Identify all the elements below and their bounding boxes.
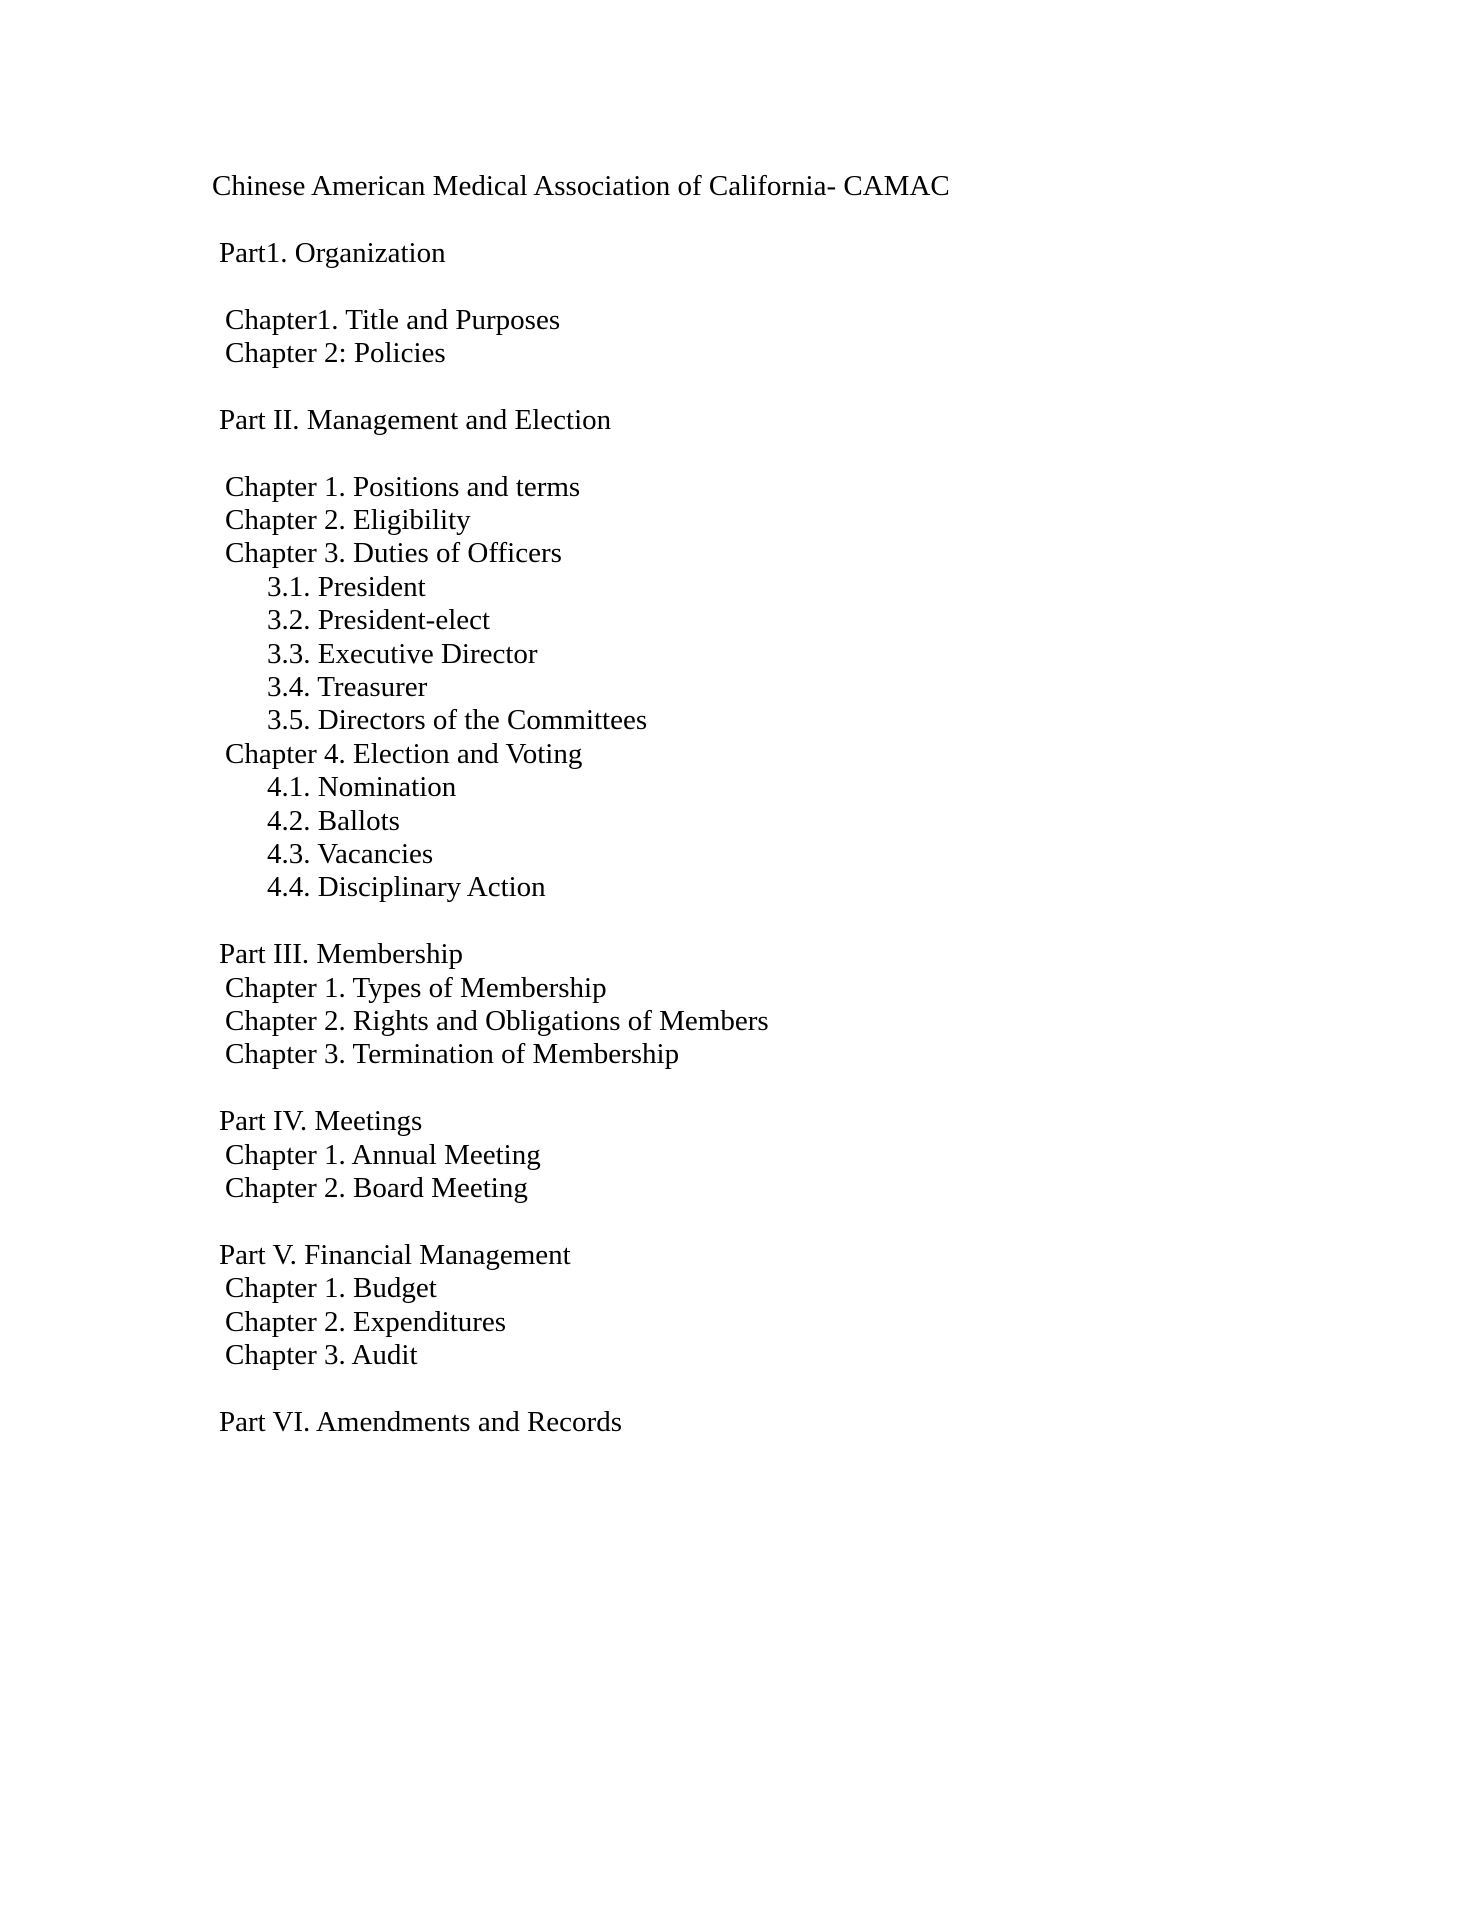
part-heading: Part II. Management and Election [219, 403, 612, 436]
part-heading: Part1. Organization [219, 236, 446, 269]
chapter-entry: Chapter 2. Board Meeting [225, 1172, 528, 1205]
chapter-entry: Chapter 2: Policies [225, 337, 446, 369]
part-section [212, 404, 1424, 905]
part-heading: Part VI. Amendments and Records [219, 1405, 622, 1438]
part-section [212, 1406, 1424, 1439]
part-heading: Part V. Financial Management [219, 1238, 571, 1271]
subsection-entry: 4.4. Disciplinary Action [267, 871, 546, 904]
part-section [212, 1239, 1424, 1373]
subsection-entry: 4.2. Ballots [267, 804, 400, 837]
subsection-entry: 3.3. Executive Director [267, 637, 538, 670]
part-section [212, 938, 1424, 1072]
chapter-entry: Chapter1. Title and Purposes [225, 303, 561, 336]
table-of-contents [212, 237, 1424, 1440]
chapter-entry: Chapter 2. Rights and Obligations of Members [225, 1005, 769, 1038]
chapter-entry: Chapter 1. Annual Meeting [225, 1138, 541, 1171]
subsection-entry: 3.1. President [267, 570, 426, 603]
part-section [212, 237, 1424, 371]
part-section [212, 1105, 1424, 1205]
chapter-entry: Chapter 1. Budget [225, 1272, 437, 1305]
part-heading: Part III. Membership [219, 938, 464, 971]
chapter-entry: Chapter 4. Election and Voting [225, 737, 583, 770]
document-title: Chinese American Medical Association of California- CAMAC [212, 170, 950, 202]
chapter-entry: Chapter 2. Eligibility [225, 504, 471, 536]
subsection-entry: 3.4. Treasurer [267, 671, 428, 704]
subsection-entry: 3.2. President-elect [267, 604, 491, 637]
chapter-entry: Chapter 3. Termination of Membership [225, 1038, 680, 1071]
subsection-entry: 3.5. Directors of the Committees [267, 704, 648, 737]
chapter-entry: Chapter 1. Positions and terms [225, 470, 581, 503]
part-heading: Part IV. Meetings [219, 1105, 423, 1138]
subsection-entry: 4.3. Vacancies [267, 838, 434, 871]
chapter-entry: Chapter 1. Types of Membership [225, 971, 607, 1004]
subsection-entry: 4.1. Nomination [267, 771, 457, 804]
chapter-entry: Chapter 3. Audit [225, 1339, 418, 1372]
chapter-entry: Chapter 2. Expenditures [225, 1305, 507, 1338]
chapter-entry: Chapter 3. Duties of Officers [225, 537, 562, 570]
